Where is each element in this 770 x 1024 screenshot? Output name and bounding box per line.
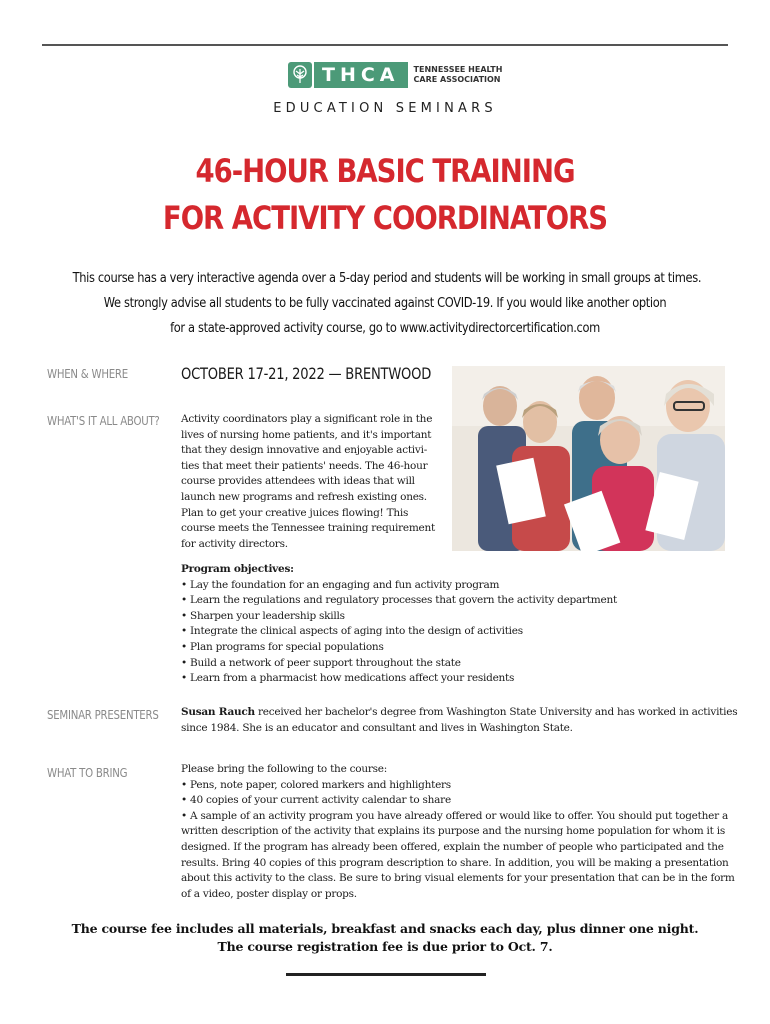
bring-sample-line: about this activity to the class. Be sure to bring visual elements for your presentation that can be in the form <box>181 872 735 885</box>
when-where-label: WHEN & WHERE <box>47 367 128 381</box>
about-paragraph <box>181 412 439 552</box>
about-line: course meets the Tennessee training requirement <box>181 522 435 535</box>
about-line: course provides attendees with ideas that will <box>181 475 415 488</box>
what-to-bring-label: WHAT TO BRING <box>47 766 128 780</box>
thca-logo <box>288 60 502 90</box>
page-title-line1: 46-HOUR BASIC TRAINING <box>195 152 575 190</box>
about-line: Activity coordinators play a significant role in the <box>181 413 433 425</box>
bring-sample-line: results. Bring 40 copies of this program description to share. In addition, you will be making a presentation <box>181 856 729 869</box>
presenter-bio-line2: since 1984. She is an educator and consultant and lives in Washington State. <box>181 721 573 734</box>
seniors-singing-photo <box>452 366 725 551</box>
intro-line: This course has a very interactive agenda over a 5-day period and students will be working in small groups at times. <box>72 271 702 286</box>
education-seminars-kicker: EDUCATION SEMINARS <box>273 101 497 116</box>
about-line: that they design innovative and enjoyable activi- <box>181 444 427 457</box>
bring-intro: Please bring the following to the course: <box>181 763 387 775</box>
objective-item: • Plan programs for special populations <box>181 640 741 656</box>
bring-sample-line: written description of the activity that explains its purpose and the nursing home population for whom it is <box>181 825 725 838</box>
intro-line: We strongly advise all students to be fully vaccinated against COVID-19. If you would like another option <box>103 296 667 311</box>
fee-note <box>0 920 770 956</box>
about-line: launch new programs and refresh existing ones. <box>181 490 427 503</box>
presenter-bio <box>181 705 741 736</box>
bottom-divider <box>286 973 486 976</box>
what-to-bring-list <box>181 762 741 902</box>
logo-name-line2: CARE ASSOCIATION <box>413 75 501 84</box>
intro-paragraph <box>30 266 740 341</box>
presenter-bio-text: received her bachelor's degree from Washington State University and has worked in activities <box>254 706 738 718</box>
bring-item: • Pens, note paper, colored markers and highlighters <box>181 778 741 794</box>
intro-line: for a state-approved activity course, go to www.activitydirectorcertification.com <box>170 321 600 336</box>
bring-sample-line: • A sample of an activity program you have already offered or would like to offer. You should put together a <box>181 809 728 822</box>
objective-item: • Integrate the clinical aspects of aging into the design of activities <box>181 624 741 640</box>
objective-item: • Learn from a pharmacist how medications affect your residents <box>181 671 741 687</box>
objective-item: • Sharpen your leadership skills <box>181 609 741 625</box>
about-label: WHAT'S IT ALL ABOUT? <box>47 414 160 428</box>
fee-note-line2: The course registration fee is due prior to Oct. 7. <box>217 939 553 954</box>
about-line: ties that meet their patients' needs. The 46-hour <box>181 459 428 472</box>
objective-item: • Lay the foundation for an engaging and fun activity program <box>181 578 741 594</box>
fee-note-line1: The course fee includes all materials, breakfast and snacks each day, plus dinner one night. <box>71 921 699 936</box>
objective-item: • Build a network of peer support throughout the state <box>181 656 741 672</box>
page-title-line2: FOR ACTIVITY COORDINATORS <box>162 199 608 237</box>
presenter-bio-line1 <box>181 705 741 721</box>
logo-name-line1: TENNESSEE HEALTH <box>413 65 503 74</box>
event-date-location: OCTOBER 17-21, 2022 — BRENTWOOD <box>181 364 432 383</box>
about-line: for activity directors. <box>181 537 288 550</box>
objectives-title: Program objectives: <box>181 563 294 575</box>
logo-abbr: THCA <box>314 62 408 88</box>
tree-icon <box>288 62 312 88</box>
top-divider <box>42 44 728 46</box>
about-line: Plan to get your creative juices flowing! This <box>181 506 409 519</box>
bring-sample-line: designed. If the program has already been offered, explain the number of people who participated and the <box>181 840 724 853</box>
bring-sample-line: of a video, poster display or props. <box>181 887 357 900</box>
objective-item: • Learn the regulations and regulatory processes that govern the activity department <box>181 593 741 609</box>
program-objectives <box>181 562 741 687</box>
logo-name <box>414 65 503 85</box>
presenter-name: Susan Rauch <box>181 706 255 718</box>
bring-item: • 40 copies of your current activity calendar to share <box>181 793 741 809</box>
about-line: lives of nursing home patients, and it's important <box>181 428 432 441</box>
presenters-label: SEMINAR PRESENTERS <box>47 708 159 722</box>
